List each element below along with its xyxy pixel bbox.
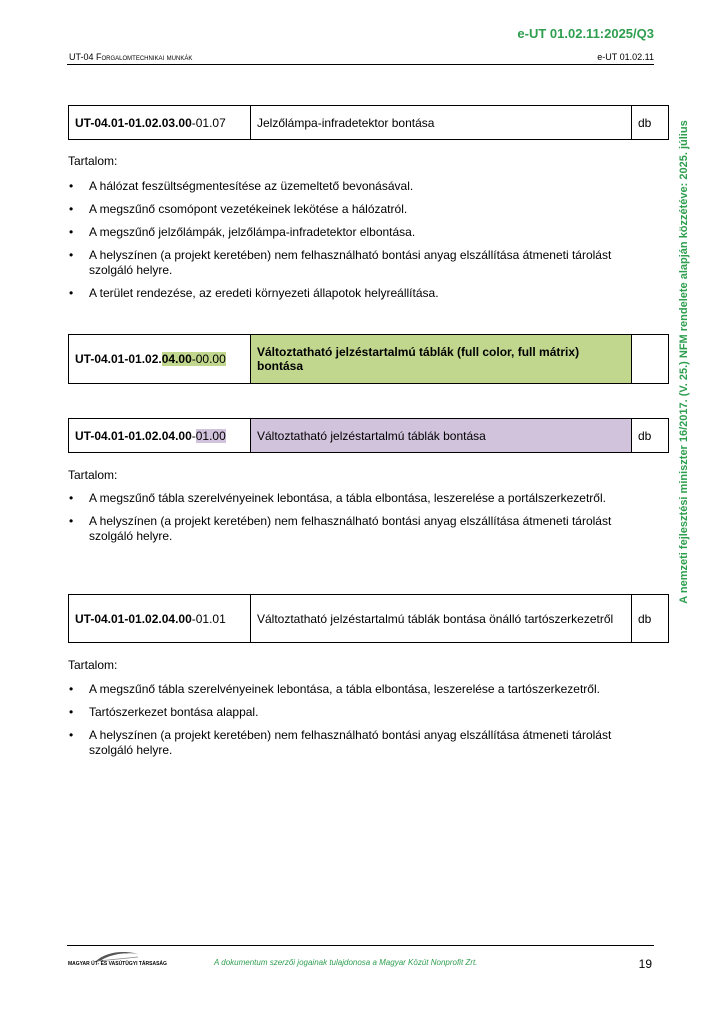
list-item: • A helyszínen (a projekt keretében) nem felhasználható bontási anyag elszállítása átmeneti tárolást szolgáló helyre.: [68, 728, 628, 758]
item-code: [69, 335, 251, 384]
item-unit: [632, 335, 669, 384]
item-code-highlight: 04.00: [161, 352, 192, 366]
item-table: [68, 594, 669, 643]
content-list: [68, 682, 628, 766]
section-title-text: UT-04 Forgalomtechnikai munkák: [69, 52, 193, 62]
item-code-main: UT-04.01-01.02.: [75, 352, 162, 366]
content-label: Tartalom:: [68, 658, 118, 672]
header-divider: [67, 64, 654, 65]
side-note: [676, 96, 691, 628]
list-item: • A helyszínen (a projekt keretében) nem felhasználható bontási anyag elszállítása átmeneti tárolást szolgáló helyre.: [68, 248, 628, 278]
side-note-text: A nemzeti fejlesztési miniszter 16/2017. (V. 25.) NFM rendelete alapján közzétéve: 2025. július: [677, 120, 690, 604]
item-unit: db: [632, 419, 669, 453]
content-label: Tartalom:: [68, 154, 118, 168]
item-code: [69, 106, 251, 140]
item-title: Változtatható jelzéstartalmú táblák bontása: [251, 419, 632, 453]
list-item: • Tartószerkezet bontása alappal.: [68, 705, 628, 720]
item-code-suffix: -01.07: [191, 115, 226, 130]
company-logo: [68, 949, 167, 973]
content-list: [68, 179, 628, 309]
item-table: [68, 418, 669, 453]
group-title: Változtatható jelzéstartalmú táblák (full color, full mátrix) bontása: [251, 335, 632, 384]
copyright-notice: A dokumentum szerzői jogainak tulajdonosa a Magyar Közút Nonprofit Zrt.: [214, 958, 478, 967]
item-code-dash: -: [191, 428, 196, 443]
list-item: • A megszűnő tábla szerelvényeinek lebontása, a tábla elbontása, leszerelése a portálszerkezetről.: [68, 491, 628, 506]
list-item: • A helyszínen (a projekt keretében) nem felhasználható bontási anyag elszállítása átmeneti tárolást szolgáló helyre.: [68, 514, 628, 544]
list-item: • A terület rendezése, az eredeti környezeti állapotok helyreállítása.: [68, 286, 628, 301]
item-code: [69, 419, 251, 453]
item-table: [68, 105, 669, 140]
document-code: e-UT 01.02.11:2025/Q3: [517, 26, 654, 41]
item-code-highlight: 01.00: [195, 428, 226, 443]
list-item: • A megszűnő csomópont vezetékeinek lekötése a hálózatról.: [68, 202, 628, 217]
page-number: 19: [638, 957, 652, 971]
footer-divider: [67, 945, 654, 946]
group-table: [68, 334, 669, 384]
list-item: • A hálózat feszültségmentesítése az üzemeltető bevonásával.: [68, 179, 628, 194]
header-reference: e-UT 01.02.11: [597, 52, 654, 62]
item-code-suffix: -00.00: [191, 352, 226, 366]
list-item: • A megszűnő tábla szerelvényeinek lebontása, a tábla elbontása, leszerelése a tartószerkezetről.: [68, 682, 628, 697]
item-code: [69, 595, 251, 643]
item-code-main: UT-04.01-01.02.04.00: [75, 611, 192, 626]
item-title: Változtatható jelzéstartalmú táblák bontása önálló tartószerkezetről: [251, 595, 632, 643]
item-title: Jelzőlámpa-infradetektor bontása: [251, 106, 632, 140]
item-code-suffix: -01.01: [191, 611, 226, 626]
logo-text: MAGYAR ÚT- ÉS VASÚTÜGYI TÁRSASÁG: [68, 961, 167, 967]
item-unit: db: [632, 106, 669, 140]
content-label: Tartalom:: [68, 468, 118, 482]
list-item: • A megszűnő jelzőlámpák, jelzőlámpa-infradetektor elbontása.: [68, 225, 628, 240]
item-code-main: UT-04.01-01.02.03.00: [75, 115, 192, 130]
section-title: [69, 52, 192, 62]
content-list: [68, 491, 628, 552]
item-code-main: UT-04.01-01.02.04.00: [75, 428, 192, 443]
item-unit: db: [632, 595, 669, 643]
